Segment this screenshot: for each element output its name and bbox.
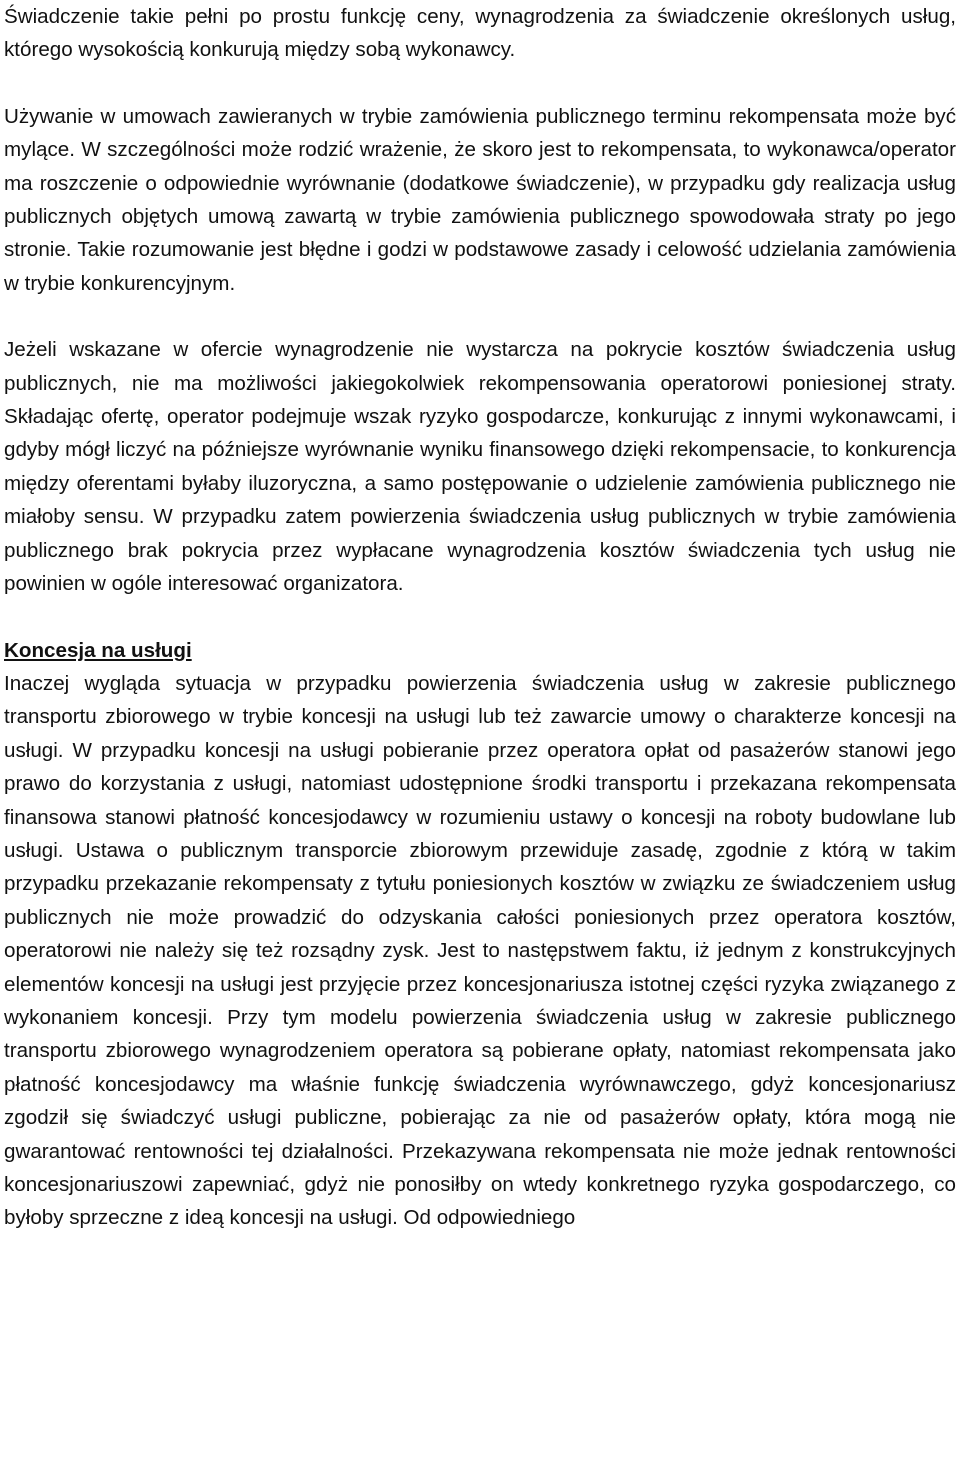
paragraph-service-concession: Inaczej wygląda sytuacja w przypadku powierzenia świadczenia usług w zakresie publicznego transportu zbiorowego w trybie koncesji na usługi lub też zawarcie umowy o charakterze koncesji na usługi. W przypadku koncesji na usługi pobieranie przez operatora opłat od pasażerów stanowi jego prawo do korzystania z usługi, natomiast udostępnione środki transportu i przekazana rekompensata finansowa stanowi płatność koncesjodawcy w rozumieniu ustawy o koncesji na roboty budowlane lub usługi. Ustawa o publicznym transporcie zbiorowym przewiduje zasadę, zgodnie z którą w takim przypadku przekazanie rekompensaty z tytułu poniesionych kosztów w związku ze świadczeniem usług publicznych nie może prowadzić do odzyskania całości poniesionych przez operatora kosztów, operatorowi nie należy się też rozsądny zysk. Jest to następstwem faktu, iż jednym z konstrukcyjnych elementów koncesji na usługi jest przyjęcie przez koncesjonariusza istotnej części ryzyka związanego z wykonaniem koncesji. Przy tym modelu powierzenia świadczenia usług w zakresie publicznego transportu zbiorowego wynagrodzeniem operatora są pobierane opłaty, natomiast rekompensata jako płatność koncesjodawcy ma właśnie funkcję świadczenia wyrównawczego, gdyż koncesjonariusz zgodził się świadczyć usługi publiczne, pobierając za nie od pasażerów opłaty, która mogą nie gwarantować rentowności tej działalności. Przekazywana rekompensata nie może jednak rentowności koncesjonariuszowi zapewniać, gdyż nie ponosiłby on wtedy konkretnego ryzyka gospodarczego, co byłoby sprzeczne z ideą koncesji na usługi. Od odpowiedniego — [4, 671, 956, 1230]
paragraph-gap — [4, 300, 956, 333]
paragraph-compensation-term: Używanie w umowach zawieranych w trybie zamówienia publicznego terminu rekompensata może być mylące. W szczególności może rodzić wrażenie, że skoro jest to rekompensata, to wykonawca/operator ma roszczenie o odpowiednie wyrównanie (dodatkowe świadczenie), w przypadku gdy realizacja usług publicznych objętych umową zawartą w trybie zamówienia publicznego spowodowała straty po jego stronie. Takie rozumowanie jest błędne i godzi w podstawowe zasady i celowość udzielania zamówienia w trybie konkurencyjnym. — [4, 104, 956, 295]
paragraph-price-function: Świadczenie takie pełni po prostu funkcję ceny, wynagrodzenia za świadczenie określonych usług, którego wysokością konkurują między sobą wykonawcy. — [4, 5, 956, 62]
paragraph-operator-risk: Jeżeli wskazane w ofercie wynagrodzenie nie wystarcza na pokrycie kosztów świadczenia usług publicznych, nie ma możliwości jakiegokolwiek rekompensowania operatorowi poniesionej straty. Składając ofertę, operator podejmuje wszak ryzyko gospodarcze, konkurując z innymi wykonawcami, i gdyby mógł liczyć na późniejsze wyrównanie wyniku finansowego dzięki rekompensacie, to konkurencja między oferentami byłaby iluzoryczna, a samo postępowanie o udzielenie zamówienia publicznego nie miałoby sensu. W przypadku zatem powierzenia świadczenia usług publicznych w trybie zamówienia publicznego brak pokrycia przez wypłacane wynagrodzenia kosztów świadczenia tych usług nie powinien w ogóle interesować organizatora. — [4, 338, 956, 596]
paragraph-gap — [4, 601, 956, 634]
section-heading-service-concession: Koncesja na usługi — [4, 638, 192, 662]
paragraph-gap — [4, 67, 956, 100]
